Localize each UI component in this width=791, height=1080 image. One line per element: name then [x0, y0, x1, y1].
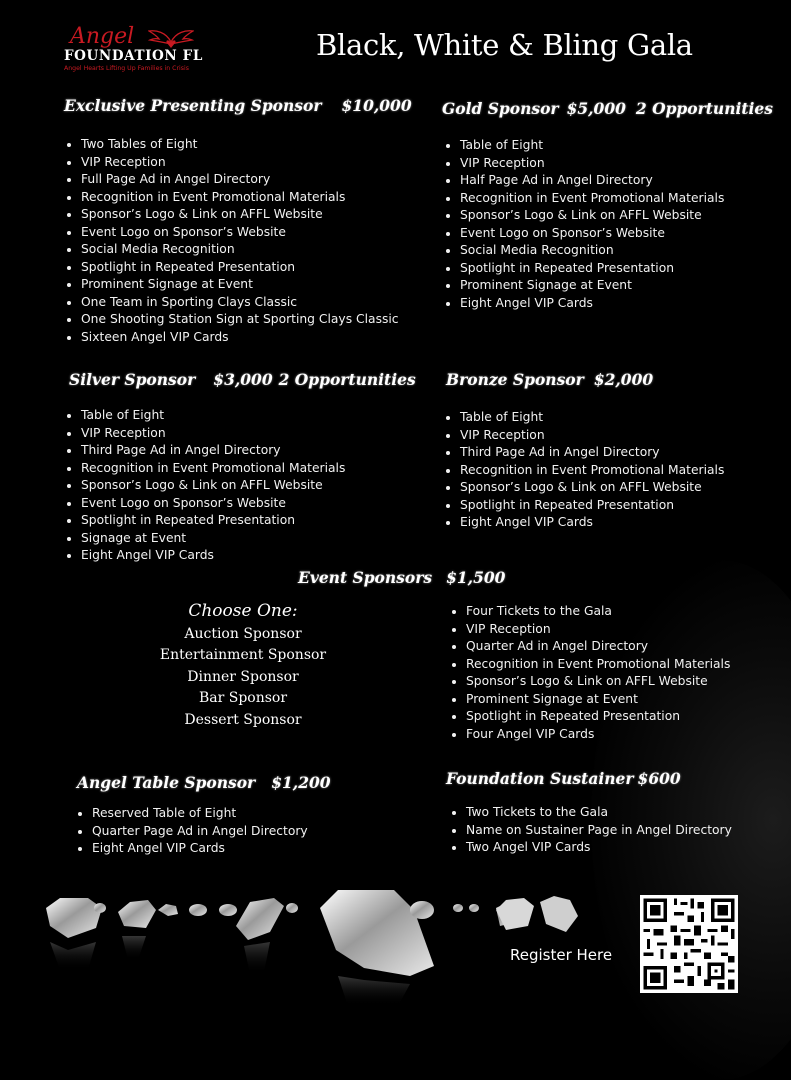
logo-angel-text: Angel	[70, 24, 135, 49]
diamonds-image	[38, 880, 508, 1010]
exclusive-benefit-item: • Recognition in Event Promotional Materials	[81, 189, 399, 207]
event-benefit-item: • Sponsor’s Logo & Link on AFFL Website	[466, 673, 730, 691]
bronze-benefit-item: • Table of Eight	[460, 409, 724, 427]
angel-table-benefits-list	[74, 805, 308, 858]
sustainer-benefits-list	[448, 804, 732, 857]
exclusive-benefit-item: • Two Tables of Eight	[81, 136, 399, 154]
exclusive-benefit-item: • Social Media Recognition	[81, 241, 399, 259]
bronze-heading	[446, 370, 667, 389]
wings-icon	[148, 28, 194, 50]
event-benefits-list	[448, 603, 730, 743]
silver-benefits-list	[63, 407, 345, 565]
bronze-benefit-item: • VIP Reception	[460, 427, 724, 445]
bronze-name: Bronze Sponsor	[446, 370, 584, 389]
exclusive-benefits-list	[63, 136, 399, 346]
gold-benefit-item: • Recognition in Event Promotional Materials	[460, 190, 724, 208]
gold-benefits-list	[442, 137, 724, 312]
bronze-benefit-item: • Sponsor’s Logo & Link on AFFL Website	[460, 479, 724, 497]
exclusive-name: Exclusive Presenting Sponsor	[64, 96, 322, 115]
sustainer-benefit-item: • Name on Sustainer Page in Angel Directory	[466, 822, 732, 840]
bronze-price: $2,000	[593, 370, 654, 389]
silver-benefit-item: • Event Logo on Sponsor’s Website	[81, 495, 345, 513]
choose-one-label: Choose One:	[188, 601, 298, 621]
angel-table-price: $1,200	[271, 773, 331, 792]
exclusive-benefit-item: • Sponsor’s Logo & Link on AFFL Website	[81, 206, 399, 224]
event-choice-option: Entertainment Sponsor	[159, 647, 327, 664]
exclusive-benefit-item: • One Shooting Station Sign at Sporting Clays Classic	[81, 311, 399, 329]
gold-benefit-item: • Eight Angel VIP Cards	[460, 295, 724, 313]
gold-benefit-item: • Social Media Recognition	[460, 242, 724, 260]
sustainer-benefit-item: • Two Tickets to the Gala	[466, 804, 732, 822]
exclusive-benefit-item: • Prominent Signage at Event	[81, 276, 399, 294]
event-price: $1,500	[446, 568, 506, 587]
event-heading	[298, 568, 519, 587]
bronze-benefit-item: • Spotlight in Repeated Presentation	[460, 497, 724, 515]
gold-heading	[442, 99, 787, 118]
gold-benefit-item: • Event Logo on Sponsor’s Website	[460, 225, 724, 243]
exclusive-benefit-item: • Full Page Ad in Angel Directory	[81, 171, 399, 189]
silver-benefit-item: • Spotlight in Repeated Presentation	[81, 512, 345, 530]
event-benefit-item: • Four Angel VIP Cards	[466, 726, 730, 744]
logo-name: FOUNDATION FL	[64, 48, 203, 64]
gold-price: $5,000	[566, 99, 626, 118]
event-choice-option: Dessert Sponsor	[184, 711, 302, 728]
angel-table-benefit-item: • Quarter Page Ad in Angel Directory	[92, 823, 308, 841]
sustainer-name: Foundation Sustainer	[446, 769, 634, 788]
gold-benefit-item: • Sponsor’s Logo & Link on AFFL Website	[460, 207, 724, 225]
event-benefit-item: • Prominent Signage at Event	[466, 691, 730, 709]
silver-note: 2 Opportunities	[278, 370, 416, 389]
page-title: Black, White & Bling Gala	[316, 28, 693, 62]
silver-benefit-item: • Table of Eight	[81, 407, 345, 425]
sustainer-heading	[446, 769, 695, 788]
qr-code-icon[interactable]	[640, 895, 738, 993]
bronze-benefit-item: • Eight Angel VIP Cards	[460, 514, 724, 532]
logo	[64, 26, 224, 73]
exclusive-benefit-item: • VIP Reception	[81, 154, 399, 172]
bronze-benefit-item: • Recognition in Event Promotional Materials	[460, 462, 724, 480]
event-choice-option: Dinner Sponsor	[187, 668, 299, 685]
exclusive-price: $10,000	[341, 96, 412, 115]
exclusive-benefit-item: • Event Logo on Sponsor’s Website	[81, 224, 399, 242]
gold-benefit-item: • Prominent Signage at Event	[460, 277, 724, 295]
small-diamond-icon-2	[536, 894, 582, 936]
bronze-benefit-item: • Third Page Ad in Angel Directory	[460, 444, 724, 462]
silver-price: $3,000	[213, 370, 273, 389]
gold-benefit-item: • Table of Eight	[460, 137, 724, 155]
logo-tagline: Angel Hearts Lifting Up Families in Crisis	[64, 65, 189, 72]
event-choice-group	[150, 600, 336, 731]
silver-benefit-item: • Sponsor’s Logo & Link on AFFL Website	[81, 477, 345, 495]
event-name: Event Sponsors	[298, 568, 433, 587]
event-benefit-item: • Spotlight in Repeated Presentation	[466, 708, 730, 726]
sustainer-price: $600	[637, 769, 681, 788]
silver-benefit-item: • Signage at Event	[81, 530, 345, 548]
silver-heading	[69, 370, 430, 389]
small-diamond-icon	[492, 896, 540, 936]
gold-benefit-item: • VIP Reception	[460, 155, 724, 173]
exclusive-heading	[64, 96, 426, 115]
register-here-label: Register Here	[510, 946, 613, 964]
angel-table-heading	[77, 773, 345, 792]
event-benefit-item: • Quarter Ad in Angel Directory	[466, 638, 730, 656]
silver-benefit-item: • VIP Reception	[81, 425, 345, 443]
gold-note: 2 Opportunities	[635, 99, 773, 118]
sustainer-benefit-item: • Two Angel VIP Cards	[466, 839, 732, 857]
silver-name: Silver Sponsor	[69, 370, 196, 389]
gold-name: Gold Sponsor	[442, 99, 559, 118]
angel-table-benefit-item: • Reserved Table of Eight	[92, 805, 308, 823]
exclusive-benefit-item: • Sixteen Angel VIP Cards	[81, 329, 399, 347]
silver-benefit-item: • Eight Angel VIP Cards	[81, 547, 345, 565]
bronze-benefits-list	[442, 409, 724, 532]
event-benefit-item: • VIP Reception	[466, 621, 730, 639]
gold-benefit-item: • Spotlight in Repeated Presentation	[460, 260, 724, 278]
event-benefit-item: • Recognition in Event Promotional Materials	[466, 656, 730, 674]
silver-benefit-item: • Recognition in Event Promotional Materials	[81, 460, 345, 478]
angel-table-name: Angel Table Sponsor	[77, 773, 256, 792]
exclusive-benefit-item: • Spotlight in Repeated Presentation	[81, 259, 399, 277]
event-choice-option: Bar Sponsor	[198, 690, 288, 707]
exclusive-benefit-item: • One Team in Sporting Clays Classic	[81, 294, 399, 312]
event-benefit-item: • Four Tickets to the Gala	[466, 603, 730, 621]
angel-table-benefit-item: • Eight Angel VIP Cards	[92, 840, 308, 858]
event-choice-option: Auction Sponsor	[184, 626, 302, 642]
silver-benefit-item: • Third Page Ad in Angel Directory	[81, 442, 345, 460]
gold-benefit-item: • Half Page Ad in Angel Directory	[460, 172, 724, 190]
